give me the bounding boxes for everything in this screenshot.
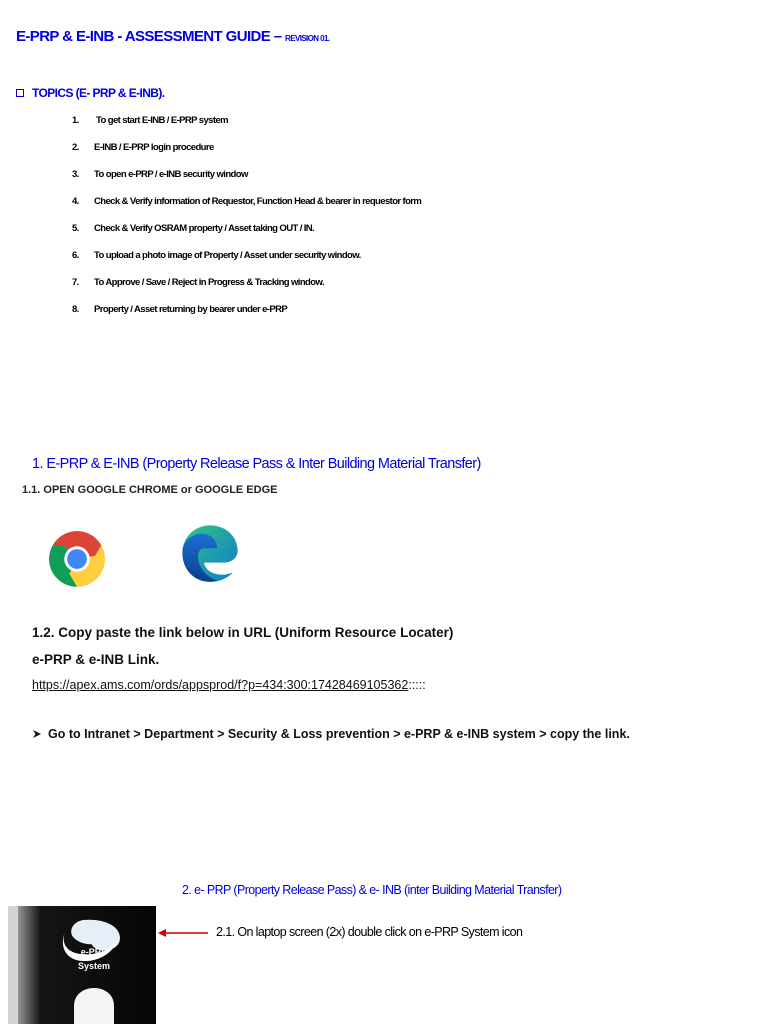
topic-text: Check & Verify information of Requestor, Function Head & bearer in requestor form (94, 196, 422, 207)
revision-label: REVISION 01. (285, 34, 330, 43)
arrow-bullet-icon (32, 729, 42, 739)
section-2-heading: 2. e- PRP (Property Release Pass) & e- INB (inter Building Material Transfer) (182, 883, 562, 897)
section-1-heading: 1. E-PRP & E-INB (Property Release Pass & Inter Building Material Transfer) (32, 456, 481, 472)
document-title (16, 28, 329, 45)
step-2-1: 2.1. On laptop screen (2x) double click on e-PRP System icon (216, 925, 523, 939)
topic-text: Property / Asset returning by bearer under e-PRP (94, 304, 288, 315)
topic-item (72, 115, 228, 126)
desktop-icon-label-1: e-PRP (80, 947, 108, 957)
topic-item (72, 223, 314, 234)
chrome-logo-icon (44, 530, 110, 588)
link-label: e-PRP & e-INB Link. (32, 652, 160, 667)
square-bullet-icon (16, 89, 24, 97)
topic-text: To Approve / Save / Reject in Progress & Tracking window. (94, 277, 324, 288)
title-text: E-PRP & E-INB - ASSESSMENT GUIDE – (16, 28, 286, 45)
topic-text: E-INB / E-PRP login procedure (94, 142, 214, 153)
topic-text: To open e-PRP / e-INB security window (94, 169, 248, 180)
topic-item (72, 277, 324, 288)
topic-number: 8. (72, 304, 79, 315)
intranet-path-text: Go to Intranet > Department > Security & Loss prevention > e-PRP & e-INB system > copy the link. (48, 727, 630, 741)
topic-number: 5. (72, 223, 79, 234)
topic-item (72, 250, 361, 261)
topic-item (72, 304, 287, 315)
link-line (32, 678, 426, 692)
topic-number: 1. (72, 115, 79, 126)
topic-item (72, 196, 421, 207)
topics-heading (16, 86, 165, 100)
topic-text: To upload a photo image of Property / Asset under security window. (94, 250, 361, 261)
topic-text: Check & Verify OSRAM property / Asset taking OUT / IN. (94, 223, 315, 234)
topic-number: 6. (72, 250, 79, 261)
desktop-icon-photo (8, 906, 156, 1024)
step-1-1: 1.1. OPEN GOOGLE CHROME or GOOGLE EDGE (22, 484, 278, 496)
topic-number: 4. (72, 196, 79, 207)
topics-heading-text: TOPICS (E- PRP & E-INB). (32, 86, 165, 100)
link-suffix: ::::: (408, 678, 426, 692)
eprp-link[interactable]: https://apex.ams.com/ords/appsprod/f?p=434:300:17428469105362 (32, 678, 409, 692)
topic-number: 2. (72, 142, 79, 153)
topic-number: 7. (72, 277, 79, 288)
topic-item (72, 142, 214, 153)
intranet-path (32, 727, 630, 741)
desktop-icon-label-2: System (77, 961, 111, 971)
edge-logo-icon (180, 520, 240, 586)
topic-text: To get start E-INB / E-PRP system (94, 115, 228, 126)
step-1-2: 1.2. Copy paste the link below in URL (Uniform Resource Locater) (32, 625, 454, 640)
topic-number: 3. (72, 169, 79, 180)
topic-item (72, 169, 248, 180)
red-arrow-icon (158, 926, 210, 940)
